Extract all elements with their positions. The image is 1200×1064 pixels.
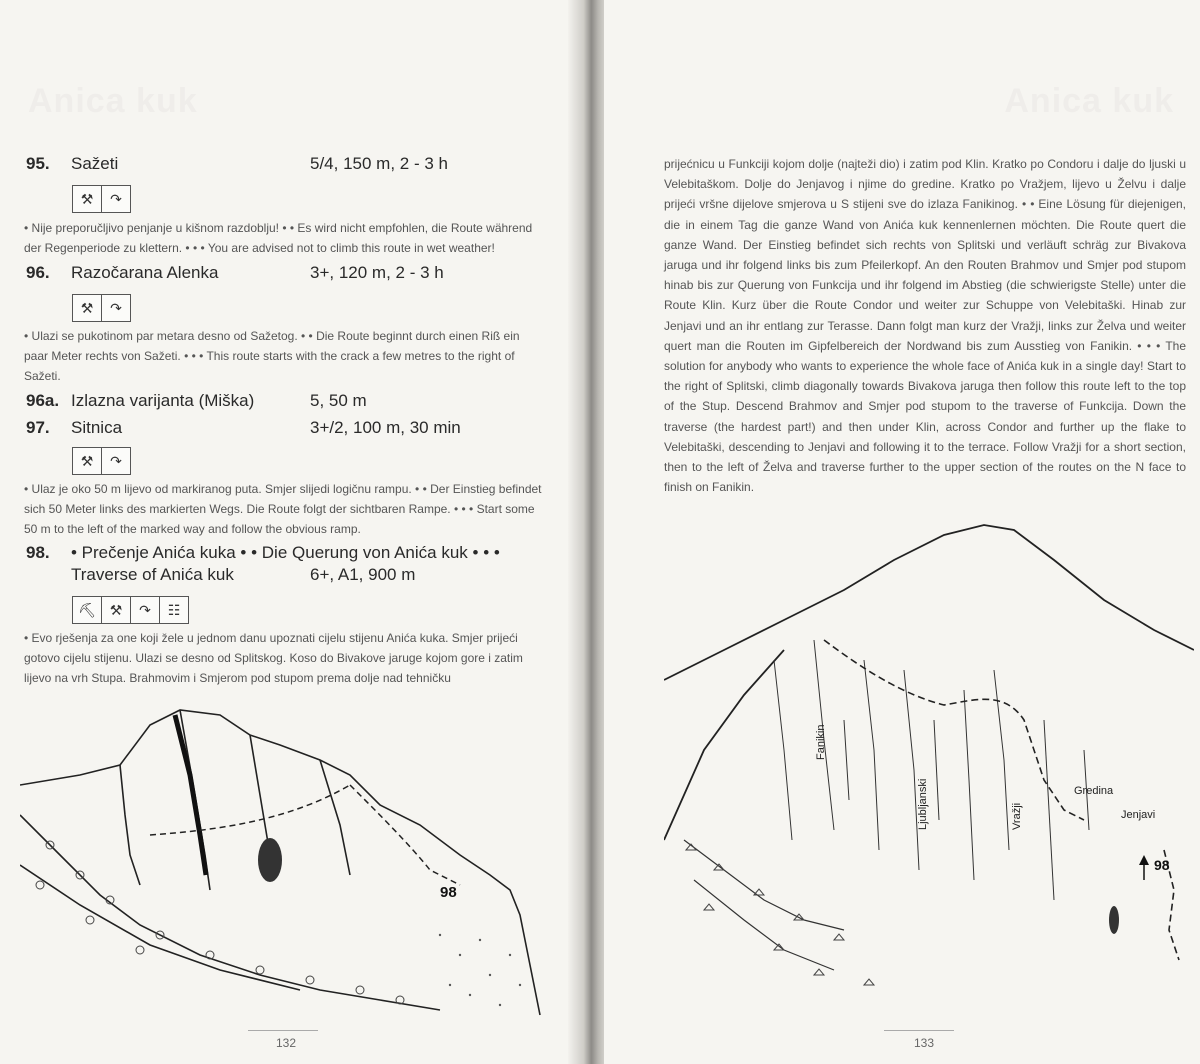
route-name: Izlazna varijanta (Miška) [71, 391, 255, 410]
route-grade: 5, 50 m [310, 391, 367, 410]
label-ljubljanski: Ljubljanski [917, 778, 929, 830]
route-grade: 3+/2, 100 m, 30 min [310, 418, 461, 437]
route-98-description: • Evo rješenja za one koji žele u jednom danu upoznati cijelu stijenu Anića kuka. Smjer prijeći gotovo cijelu stijenu. Ulazi se desno od Splitskog. Koso do Bivakove jaruge kojom gore i zatim lijevo na vrh Stupa. Brahmovim i Smjerom pod stupom prema dolje nad tehničku [24, 631, 523, 685]
route-96-heading [26, 263, 556, 285]
route-number: 96. [26, 263, 50, 282]
hammer-icon: ⚒ [73, 186, 102, 212]
page-number: 132 [276, 1036, 297, 1050]
page-number: 133 [914, 1036, 935, 1050]
ladder-icon: ☷ [167, 601, 181, 618]
label-vrazji: Vražji [1011, 802, 1023, 830]
route-grade: 6+, A1, 900 m [310, 565, 416, 584]
left-topo-diagram [20, 705, 550, 1025]
route-name-english: Traverse of Anića kuk [71, 565, 234, 584]
route-98-label: 98 [440, 884, 457, 901]
route-97-description: • Ulaz je oko 50 m lijevo od markiranog puta. Smjer slijedi logičnu rampu. • • Der Einstieg befindet sich 50 Meter links des markierten Wegs. Die Route folgt der sichtbaren Rampe. • • • Start some 50 m to the left of the marked way and follow the obvious ramp. [24, 482, 542, 536]
route-96a-heading [26, 391, 556, 413]
route-number: 97. [26, 418, 50, 437]
route-98-label: 98 [1154, 857, 1170, 873]
route-98-description-continued: prijećnicu u Funkciji kojom dolje (najteži dio) i zatim pod Klin. Kratko po Condoru i dalje do ljuski u Velebitaškom. Dolje do Jenjavog i njime do gredine. Kratko po Vražjem, lijevo u Želvu i dalje prijeći vršne dijelove smjerova u S stijeni sve do izlaza Fanikinog. • • Eine Lösung für diejenigen, die in einem Tag die ganze Wand von Anića kuk kennenlernen möchten. Die Route quert die ganze Wand. Der Einstieg befindet sich rechts von Splitski und verläuft schräg zur Bivakova jaruga und ihr folgend links bis zum Pfeilerkopf. An den Routen Brahmov und Smjer pod stupom hinab bis zur Querung von Funkcija und ihr folgend im Abstieg (die schwierigste Stelle) unter die Route Klin. Kurz über die Route Condor und weiter zur Schuppe von Velebitaški. Hinab zur Jenjavi und an ihr entlang zur Terasse. Dann folgt man kurz der Vražji, links zur Želva und weiter quert man die Routen im Gipfelbereich der Nordwand bis zum Ausstieg von Fanikin. • • • The solution for anybody who wants to experience the whole face of Anića kuk in a single day! Start to the right of Splitski, climb diagonally towards Bivakova jaruga then follow this route left to the top of the Stup. Descend Brahmov and Smjer pod stupom to the traverse of Funkcija. Down the traverse (the hardest part!) and then under Klin, across Condor and further up the flake to Velebitaški, descending to Jenjavi and following it to the terrace. Follow Vražji for a short section, then to the left of Želva and traverse further to the upper section of the routes on the N face to finish on Fanikin. [664, 157, 1186, 495]
route-98-gear-icons [72, 596, 189, 624]
route-grade: 5/4, 150 m, 2 - 3 h [310, 154, 448, 173]
piton-icon: ↷ [110, 299, 122, 316]
piton-icon: ↷ [110, 452, 122, 469]
label-fanikin: Fanikin [815, 724, 827, 760]
route-number: 95. [26, 154, 50, 173]
hammer-icon: ⚒ [73, 295, 102, 321]
ice-axe-icon: ⛏ [73, 597, 102, 623]
route-98-heading [26, 543, 556, 587]
route-name: Sitnica [71, 418, 123, 437]
left-page [0, 0, 588, 1064]
running-head: Anica kuk [1004, 82, 1174, 120]
folio-rule [884, 1030, 954, 1031]
route-96-description: • Ulazi se pukotinom par metara desno od Sažetog. • • Die Route beginnt durch einen Riß ein paar Meter rechts von Sažeti. • • • This route starts with the crack a few metres to the right of Sažeti. [24, 329, 520, 383]
route-number: 96a. [26, 391, 60, 410]
route-name: • Prečenje Anića kuka • • Die Querung von Anića kuk • • • [71, 543, 500, 562]
running-head: Anica kuk [28, 82, 198, 120]
right-page [604, 0, 1200, 1064]
route-97-heading [26, 418, 556, 440]
route-95-description: • Nije preporučljivo penjanje u kišnom razdoblju! • • Es wird nicht empfohlen, die Route während der Regenperiode zu klettern. • • • You are advised not to climb this route in wet weather! [24, 221, 533, 255]
route-97-gear-icons [72, 447, 131, 475]
route-name: Sažeti [71, 154, 119, 173]
right-topo-diagram [664, 520, 1194, 1020]
hammer-icon: ⚒ [73, 448, 102, 474]
piton-icon: ↷ [110, 190, 122, 207]
folio-rule [248, 1030, 318, 1031]
route-name: Razočarana Alenka [71, 263, 219, 282]
route-number: 98. [26, 543, 50, 562]
piton-icon: ↷ [131, 597, 160, 623]
route-95-gear-icons [72, 185, 131, 213]
route-95-heading [26, 154, 556, 176]
hammer-icon: ⚒ [102, 597, 131, 623]
route-grade: 3+, 120 m, 2 - 3 h [310, 263, 444, 282]
route-96-gear-icons [72, 294, 131, 322]
label-jenjavi: Jenjavi [1121, 809, 1156, 821]
label-gredina: Gredina [1074, 785, 1114, 797]
